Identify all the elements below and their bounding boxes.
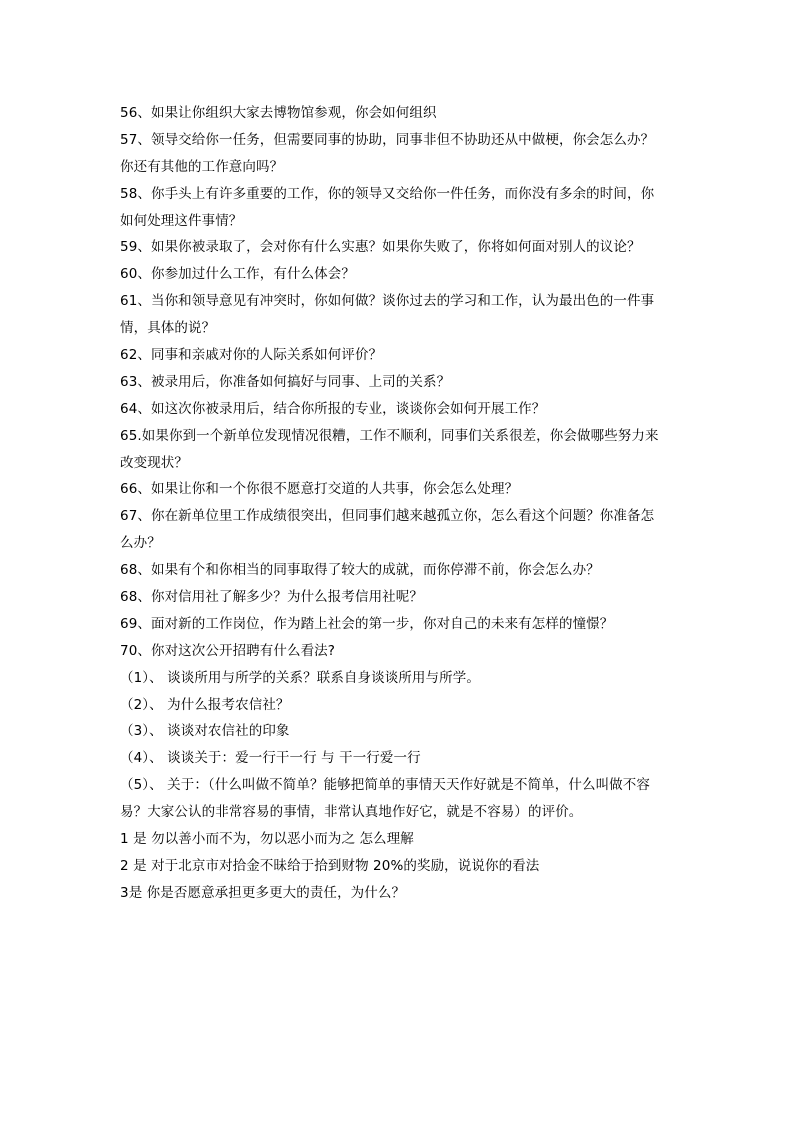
question-69: 69、面对新的工作岗位，作为踏上社会的第一步，你对自己的未来有怎样的憧憬？ (120, 615, 614, 632)
question-56: 56、如果让你组织大家去博物馆参观，你会如何组织 (120, 105, 437, 121)
document-body (120, 100, 680, 907)
question-59: 59、如果你被录取了，会对你有什么实惠？如果你失败了，你将如何面对别人的议论？ (120, 239, 641, 256)
question-67: 67、你在新单位里工作成绩很突出，但同事们越来越孤立你，怎么看这个问题？你准备怎 (120, 508, 655, 525)
extra-question-1: 1 是 勿以善小而不为，勿以恶小而为之 怎么理解 (120, 831, 414, 848)
question-58: 58、你手头上有许多重要的工作，你的领导又交给你一件任务，而你没有多余的时间，你 (120, 185, 655, 202)
question-58-continued: 如何处理这件事情？ (120, 212, 243, 229)
question-66: 66、如果让你和一个你很不愿意打交道的人共事，你会怎么处理？ (120, 481, 519, 498)
question-65: 65.如果你到一个新单位发现情况很糟，工作不顺利，同事们关系很差，你会做哪些努力来 (120, 427, 659, 444)
question-61: 61、当你和领导意见有冲突时，你如何做？谈你过去的学习和工作，认为最出色的一件事 (120, 293, 655, 310)
sub-question-5-continued: 易？大家公认的非常容易的事情，非常认真地作好它，就是不容易）的评价。 (120, 804, 583, 821)
question-63: 63、被录用后，你准备如何搞好与同事、上司的关系？ (120, 373, 451, 390)
question-68b: 68、你对信用社了解多少？为什么报考信用社呢？ (120, 589, 423, 606)
sub-question-3: （3）、 谈谈对农信社的印象 (120, 723, 290, 740)
question-61-continued: 情，具体的说？ (120, 320, 216, 337)
question-70: 70、你对这次公开招聘有什么看法? (120, 642, 336, 659)
question-65-continued: 改变现状？ (120, 454, 188, 471)
sub-question-1: （1）、 谈谈所用与所学的关系？联系自身谈谈所用与所学。 (120, 669, 480, 686)
extra-question-2: 2 是 对于北京市对拾金不昧给于拾到财物 20%的奖励，说说你的看法 (120, 857, 540, 874)
sub-question-4: （4）、 谈谈关于：爱一行干一行 与 干一行爱一行 (120, 750, 421, 767)
sub-question-2: （2）、 为什么报考农信社？ (120, 696, 290, 713)
question-64: 64、如这次你被录用后，结合你所报的专业，谈谈你会如何开展工作？ (120, 400, 546, 417)
question-67-continued: 么办？ (120, 535, 161, 552)
question-60: 60、你参加过什么工作，有什么体会？ (120, 266, 355, 283)
question-68a: 68、如果有个和你相当的同事取得了较大的成就，而你停滞不前，你会怎么办？ (120, 562, 600, 579)
sub-question-5: （5）、 关于：（什么叫做不简单？能够把简单的事情天天作好就是不简单，什么叫做不容 (120, 777, 650, 794)
question-57-continued: 你还有其他的工作意向吗？ (120, 158, 284, 175)
extra-question-3: 3是 你是否愿意承担更多更大的责任，为什么？ (120, 884, 406, 901)
question-57: 57、领导交给你一任务，但需要同事的协助，同事非但不协助还从中做梗，你会怎么办？ (120, 131, 655, 148)
question-62: 62、同事和亲戚对你的人际关系如何评价？ (120, 347, 383, 364)
